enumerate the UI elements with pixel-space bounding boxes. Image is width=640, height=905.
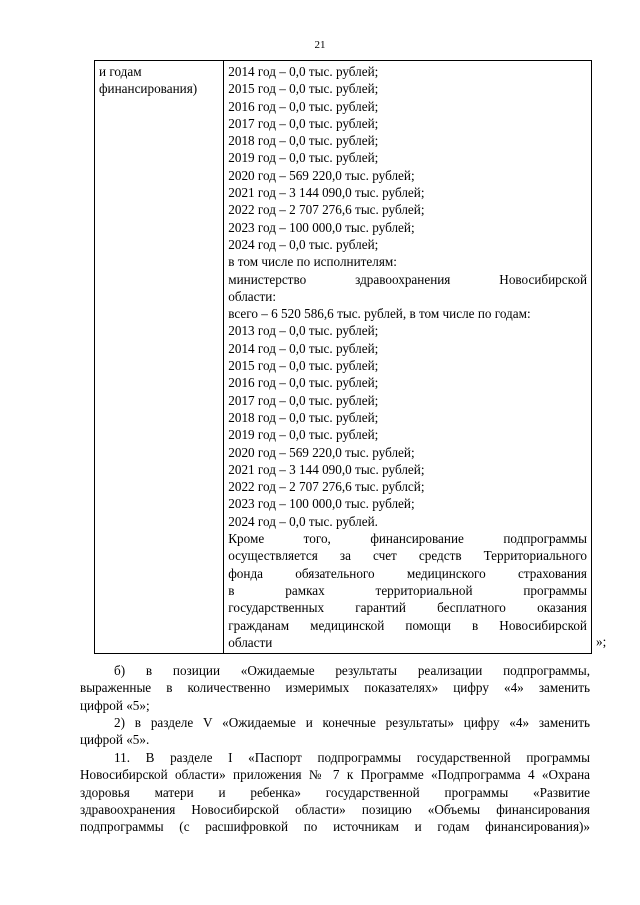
paragraph-line: 2) в разделе V «Ожидаемые и конечные результаты» цифру «4» заменить: [114, 715, 590, 730]
paragraph-2: [80, 714, 590, 749]
page-number: 21: [314, 39, 326, 51]
label-line: финансирования): [99, 81, 198, 97]
value-line: 2019 год – 0,0 тыс. рублей;: [228, 427, 379, 443]
value-line: 2021 год – 3 144 090,0 тыс. рублей;: [228, 185, 425, 201]
value-line: 2024 год – 0,0 тыс. рублей.: [228, 513, 378, 529]
value-line: гражданам медицинской помощи в Новосибирской: [228, 617, 587, 633]
value-line: 2020 год – 569 220,0 тыс. рублей;: [228, 444, 415, 460]
value-line: 2016 год – 0,0 тыс. рублей;: [228, 98, 379, 114]
value-line: 2024 год – 0,0 тыс. рублей;: [228, 236, 379, 252]
table-cell-value: [224, 61, 592, 654]
value-line: области:: [228, 288, 276, 304]
value-line: 2023 год – 100 000,0 тыс. рублей;: [228, 496, 415, 512]
paragraph-line: цифрой «5».: [80, 732, 150, 748]
value-line: 2016 год – 0,0 тыс. рублей;: [228, 375, 379, 391]
value-line: министерство здравоохранения Новосибирской: [228, 271, 587, 287]
value-line: в том числе по исполнителям:: [228, 254, 397, 270]
value-line: 2017 год – 0,0 тыс. рублей;: [228, 115, 379, 131]
value-line: в рамках территориальной программы: [228, 582, 587, 598]
value-line: 2014 год – 0,0 тыс. рублей;: [228, 340, 379, 356]
paragraph-line: выраженные в количественно измеримых показателях» цифру «4» заменить: [80, 680, 590, 696]
paragraph-line: 11. В разделе I «Паспорт подпрограммы государственной программы: [114, 750, 590, 765]
value-line: Кроме того, финансирование подпрограммы: [228, 531, 587, 547]
value-line: 2018 год – 0,0 тыс. рублей;: [228, 409, 379, 425]
value-line: 2021 год – 3 144 090,0 тыс. рублей;: [228, 461, 425, 477]
label-line: и годам: [99, 64, 142, 79]
value-line: области: [228, 634, 273, 650]
value-line: 2020 год – 569 220,0 тыс. рублей;: [228, 167, 415, 183]
value-line: 2014 год – 0,0 тыс. рублей;: [228, 64, 379, 79]
paragraph-line: б) в позиции «Ожидаемые результаты реализации подпрограммы,: [114, 663, 590, 678]
value-line: 2023 год – 100 000,0 тыс. рублей;: [228, 219, 415, 235]
value-line: 2018 год – 0,0 тыс. рублей;: [228, 133, 379, 149]
paragraph-line: здравоохранения Новосибирской области» позицию «Объемы финансирования: [80, 801, 590, 817]
paragraph-b: [80, 662, 590, 714]
paragraph-line: Новосибирской области» приложения № 7 к Программе «Подпрограмма 4 «Охрана: [80, 767, 590, 783]
value-line: 2022 год – 2 707 276,6 тыс. рублей;: [228, 202, 425, 218]
value-line: 2017 год – 0,0 тыс. рублей;: [228, 392, 379, 408]
value-line: всего – 6 520 586,6 тыс. рублей, в том числе по годам:: [228, 306, 531, 322]
financing-table: [94, 60, 592, 654]
paragraph-11: [80, 749, 590, 835]
value-line: 2019 год – 0,0 тыс. рублей;: [228, 150, 379, 166]
paragraph-line: цифрой «5»;: [80, 697, 150, 713]
value-line: 2013 год – 0,0 тыс. рублей;: [228, 323, 379, 339]
paragraph-line: здоровья матери и ребенка» государственной программы «Развитие: [80, 784, 590, 800]
table-cell-label: [95, 61, 224, 654]
value-line: фонда обязательного медицинского страхования: [228, 565, 587, 581]
table-row: [95, 61, 592, 654]
value-line: 2022 год – 2 707 276,6 тыс. рублсй;: [228, 479, 425, 495]
value-line: государственных гарантий бесплатного оказания: [228, 600, 587, 616]
value-line: осуществляется за счет средств Территориального: [228, 548, 587, 564]
closing-quote-mark: »;: [596, 634, 607, 649]
value-line: 2015 год – 0,0 тыс. рублей;: [228, 358, 379, 374]
value-line: 2015 год – 0,0 тыс. рублей;: [228, 81, 379, 97]
paragraph-line: подпрограммы (с расшифровкой по источникам и годам финансирования)»: [80, 819, 590, 835]
